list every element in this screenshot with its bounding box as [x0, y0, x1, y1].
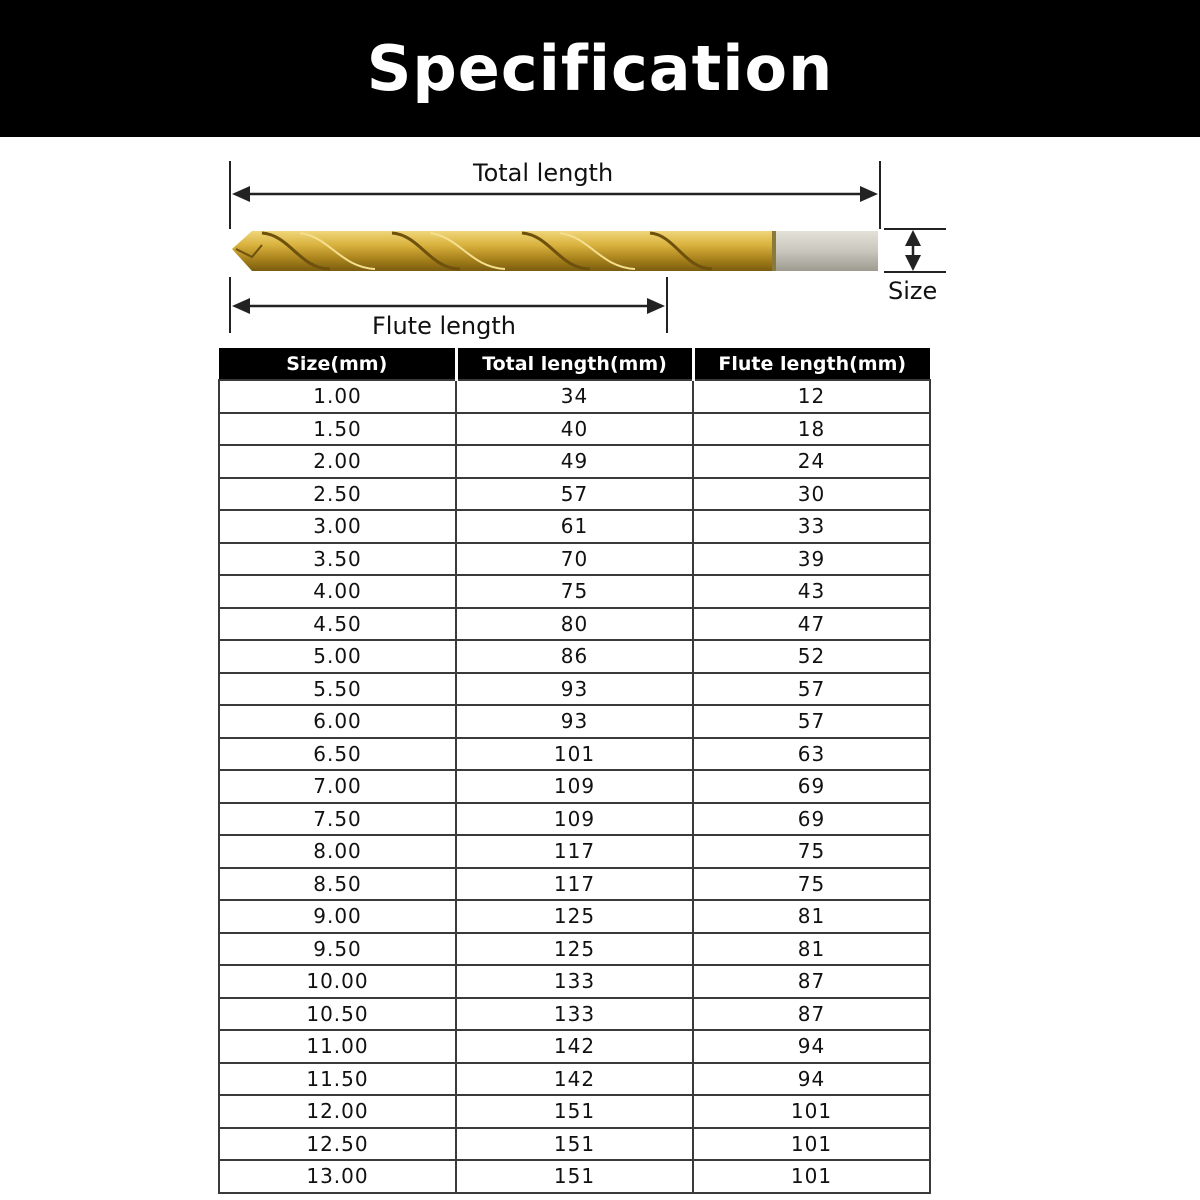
total-length-label: Total length [473, 159, 614, 187]
flute-length-cell: 12 [693, 380, 930, 413]
total-length-cell: 57 [456, 478, 693, 511]
flute-length-cell: 101 [693, 1095, 930, 1128]
title-banner [0, 0, 1200, 137]
total-length-right-arrow [860, 186, 878, 202]
size-cell: 9.50 [219, 933, 456, 966]
size-cell: 11.00 [219, 1030, 456, 1063]
table-row [219, 803, 930, 836]
total-length-cell: 151 [456, 1160, 693, 1193]
flute-length-cell: 101 [693, 1128, 930, 1161]
flute-length-cell: 47 [693, 608, 930, 641]
total-length-cell: 34 [456, 380, 693, 413]
drill-bit-diagram [0, 137, 1200, 347]
size-cell: 3.50 [219, 543, 456, 576]
total-length-cell: 93 [456, 705, 693, 738]
table-row [219, 413, 930, 446]
size-cell: 5.00 [219, 640, 456, 673]
size-cell: 10.00 [219, 965, 456, 998]
flute-length-right-arrow [647, 298, 665, 314]
flute-length-cell: 75 [693, 835, 930, 868]
size-cell: 12.50 [219, 1128, 456, 1161]
total-length-cell: 40 [456, 413, 693, 446]
size-cell: 1.00 [219, 380, 456, 413]
table-row [219, 868, 930, 901]
flute-length-cell: 69 [693, 803, 930, 836]
total-length-cell: 151 [456, 1095, 693, 1128]
total-length-cell: 117 [456, 835, 693, 868]
flute-length-cell: 69 [693, 770, 930, 803]
table-row [219, 770, 930, 803]
size-bottom-arrow [905, 255, 921, 271]
size-cell: 4.00 [219, 575, 456, 608]
total-length-left-arrow [232, 186, 250, 202]
column-header-total-length: Total length(mm) [456, 348, 693, 380]
table-row [219, 1095, 930, 1128]
table-row [219, 1030, 930, 1063]
total-length-cell: 109 [456, 770, 693, 803]
drill-bit-flute [232, 231, 772, 271]
table-row [219, 998, 930, 1031]
table-row [219, 478, 930, 511]
size-cell: 9.00 [219, 900, 456, 933]
table-row [219, 965, 930, 998]
size-label: Size [888, 277, 938, 305]
total-length-cell: 80 [456, 608, 693, 641]
table-row [219, 1160, 930, 1193]
size-cell: 10.50 [219, 998, 456, 1031]
table-row [219, 738, 930, 771]
flute-length-cell: 43 [693, 575, 930, 608]
table-row [219, 1128, 930, 1161]
flute-length-cell: 52 [693, 640, 930, 673]
total-length-cell: 142 [456, 1030, 693, 1063]
total-length-cell: 101 [456, 738, 693, 771]
size-cell: 2.00 [219, 445, 456, 478]
table-row [219, 575, 930, 608]
size-cell: 6.50 [219, 738, 456, 771]
flute-length-cell: 94 [693, 1030, 930, 1063]
size-cell: 7.00 [219, 770, 456, 803]
flute-length-left-arrow [232, 298, 250, 314]
size-cell: 7.50 [219, 803, 456, 836]
table-row [219, 608, 930, 641]
table-body [219, 380, 930, 1193]
size-cell: 13.00 [219, 1160, 456, 1193]
flute-length-cell: 81 [693, 933, 930, 966]
size-cell: 4.50 [219, 608, 456, 641]
specification-table [218, 348, 931, 1194]
table-row [219, 380, 930, 413]
table-row [219, 933, 930, 966]
total-length-cell: 93 [456, 673, 693, 706]
size-cell: 6.00 [219, 705, 456, 738]
table-row [219, 640, 930, 673]
total-length-cell: 61 [456, 510, 693, 543]
flute-length-cell: 87 [693, 998, 930, 1031]
total-length-cell: 133 [456, 998, 693, 1031]
flute-length-cell: 33 [693, 510, 930, 543]
flute-length-cell: 57 [693, 673, 930, 706]
drill-bit-shank [772, 231, 878, 271]
flute-length-cell: 75 [693, 868, 930, 901]
table-row [219, 835, 930, 868]
flute-length-label: Flute length [372, 312, 516, 340]
total-length-cell: 151 [456, 1128, 693, 1161]
column-header-flute-length: Flute length(mm) [693, 348, 930, 380]
flute-length-cell: 101 [693, 1160, 930, 1193]
flute-length-cell: 30 [693, 478, 930, 511]
table-row [219, 543, 930, 576]
flute-length-cell: 39 [693, 543, 930, 576]
total-length-cell: 133 [456, 965, 693, 998]
size-cell: 2.50 [219, 478, 456, 511]
total-length-cell: 125 [456, 933, 693, 966]
flute-length-cell: 63 [693, 738, 930, 771]
size-cell: 5.50 [219, 673, 456, 706]
total-length-cell: 142 [456, 1063, 693, 1096]
table-row [219, 705, 930, 738]
size-cell: 3.00 [219, 510, 456, 543]
table-row [219, 445, 930, 478]
flute-length-cell: 81 [693, 900, 930, 933]
page-title: Specification [366, 32, 834, 105]
total-length-cell: 70 [456, 543, 693, 576]
flute-length-cell: 87 [693, 965, 930, 998]
size-cell: 12.00 [219, 1095, 456, 1128]
flute-length-cell: 24 [693, 445, 930, 478]
size-cell: 11.50 [219, 1063, 456, 1096]
table-row [219, 1063, 930, 1096]
size-cell: 8.00 [219, 835, 456, 868]
total-length-cell: 117 [456, 868, 693, 901]
table-row [219, 510, 930, 543]
flute-length-cell: 18 [693, 413, 930, 446]
size-cell: 8.50 [219, 868, 456, 901]
table-row [219, 900, 930, 933]
total-length-cell: 49 [456, 445, 693, 478]
size-top-arrow [905, 230, 921, 246]
table-row [219, 673, 930, 706]
flute-length-cell: 57 [693, 705, 930, 738]
size-cell: 1.50 [219, 413, 456, 446]
flute-length-cell: 94 [693, 1063, 930, 1096]
column-header-size: Size(mm) [219, 348, 456, 380]
table-header-row [219, 348, 930, 380]
total-length-cell: 125 [456, 900, 693, 933]
total-length-cell: 86 [456, 640, 693, 673]
total-length-cell: 109 [456, 803, 693, 836]
total-length-cell: 75 [456, 575, 693, 608]
